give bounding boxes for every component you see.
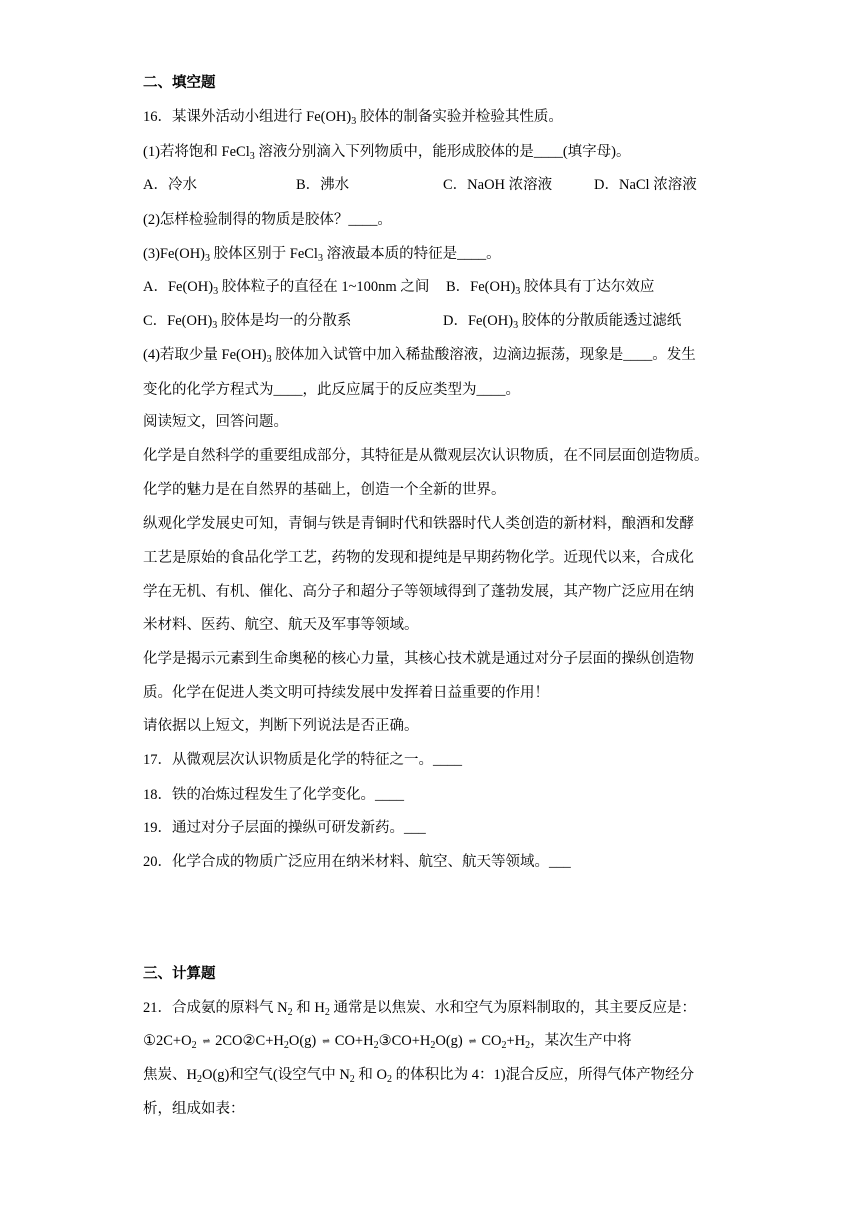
text: 溶液分别滴入下列物质中，能形成胶体的是____(填字母)。	[254, 144, 631, 160]
text: 胶体粒子的直径在 1~100nm 之间	[218, 279, 430, 295]
text: 21．合成氨的原料气 N	[143, 1000, 288, 1016]
text: ①2C+O	[143, 1033, 192, 1049]
question-16-part-2: (2)怎样检验制得的物质是胶体？____。	[143, 212, 392, 228]
text: 16．某课外活动小组进行 Fe(OH)	[143, 109, 352, 125]
option-a	[143, 277, 429, 297]
reaction-arrow-icon: ⇌	[202, 1036, 210, 1046]
text: 溶液最本质的特征是____。	[322, 246, 501, 262]
subscript: 2	[324, 1007, 330, 1018]
passage-para2-line3: 学在无机、有机、催化、高分子和超分子等领域得到了蓬勃发展，其产物广泛应用在纳	[143, 584, 694, 600]
subscript: 2	[373, 1040, 379, 1051]
text: O(g)	[435, 1033, 463, 1049]
text: 和 O	[354, 1067, 388, 1083]
text: 2CO②C+H	[215, 1033, 284, 1049]
subscript: 2	[191, 1040, 197, 1051]
text: 胶体的制备实验并检验其性质。	[356, 109, 563, 125]
option-d: D．NaCl 浓溶液	[594, 177, 697, 193]
text: C．Fe(OH)	[143, 313, 213, 329]
question-20: 20．化学合成的物质广泛应用在纳米材料、航空、航天等领域。___	[143, 854, 571, 870]
subscript: 2	[283, 1040, 289, 1051]
text: O(g)	[288, 1033, 317, 1049]
question-16-part-4-cont: 变化的化学方程式为____，此反应属于的反应类型为____。	[143, 382, 520, 398]
text: ，某次生产中将	[530, 1033, 632, 1049]
subscript: 3	[317, 253, 323, 264]
question-16-stem	[143, 107, 563, 127]
question-18: 18．铁的冶炼过程发生了化学变化。____	[143, 787, 404, 803]
text: +H	[506, 1033, 526, 1049]
question-21-line1	[143, 998, 696, 1018]
section-heading-fill-in: 二、填空题	[143, 75, 216, 91]
passage-para1-line1: 化学是自然科学的重要组成部分，其特征是从微观层次认识物质，在不同层面创造物质。	[143, 448, 709, 464]
text: 焦炭、H	[143, 1067, 197, 1083]
passage-para3-line1: 化学是揭示元素到生命奥秘的核心力量，其核心技术就是通过对分子层面的操纵创造物	[143, 651, 694, 667]
subscript: 2	[196, 1074, 202, 1085]
text: (1)若将饱和 FeCl	[143, 144, 250, 160]
subscript: 3	[213, 286, 219, 297]
text: CO+H	[334, 1033, 374, 1049]
reading-prompt: 请依据以上短文，判断下列说法是否正确。	[143, 718, 419, 734]
text: 胶体加入试管中加入稀盐酸溶液，边滴边振荡，现象是____。发生	[271, 347, 696, 363]
reaction-arrow-icon: ⇌	[322, 1036, 329, 1046]
text: O(g)和空气(设空气中 N	[201, 1067, 350, 1083]
option-d	[443, 311, 681, 331]
subscript: 2	[430, 1040, 436, 1051]
subscript: 3	[212, 320, 218, 331]
option-c	[143, 311, 351, 331]
passage-para3-line2: 质。化学在促进人类文明可持续发展中发挥着日益重要的作用！	[143, 685, 549, 701]
subscript: 3	[515, 286, 521, 297]
passage-para2-line4: 米材料、医药、航空、航天及军事等领域。	[143, 617, 419, 633]
text: 和 H	[292, 1000, 325, 1016]
option-b: B．沸水	[296, 177, 350, 193]
option-b	[446, 277, 654, 297]
subscript: 3	[249, 151, 255, 162]
reading-intro: 阅读短文，回答问题。	[143, 414, 288, 430]
subscript: 2	[349, 1074, 355, 1085]
text: 的体积比为 4：1)混合反应，所得气体产物经分	[392, 1067, 695, 1083]
question-17: 17．从微观层次认识物质是化学的特征之一。____	[143, 752, 462, 768]
passage-para2-line1: 纵观化学发展史可知，青铜与铁是青铜时代和铁器时代人类创造的新材料，酿酒和发酵	[143, 516, 694, 532]
question-16-part-3	[143, 244, 501, 264]
text: (4)若取少量 Fe(OH)	[143, 347, 267, 363]
subscript: 3	[351, 116, 357, 127]
question-21-line3	[143, 1065, 694, 1085]
question-16-part-4	[143, 345, 696, 365]
question-21-reactions	[143, 1031, 632, 1051]
subscript: 3	[205, 253, 211, 264]
section-heading-calculation: 三、计算题	[143, 966, 216, 982]
text: D．Fe(OH)	[443, 313, 514, 329]
subscript: 3	[513, 320, 519, 331]
passage-para1-line2: 化学的魅力是在自然界的基础上，创造一个全新的世界。	[143, 482, 506, 498]
question-19: 19．通过对分子层面的操纵可研发新药。___	[143, 820, 426, 836]
subscript: 2	[287, 1007, 293, 1018]
subscript: 2	[525, 1040, 531, 1051]
subscript: 2	[501, 1040, 507, 1051]
question-16-part-1	[143, 142, 631, 162]
subscript: 3	[266, 354, 272, 365]
text: CO	[481, 1033, 502, 1049]
question-21-line4: 析，组成如表：	[143, 1101, 245, 1117]
text: B．Fe(OH)	[446, 279, 516, 295]
reaction-arrow-icon: ⇌	[468, 1036, 476, 1046]
text: ③CO+H	[378, 1033, 431, 1049]
text: 通常是以焦炭、水和空气为原料制取的，其主要反应是：	[329, 1000, 696, 1016]
text: 胶体的分散质能透过滤纸	[518, 313, 682, 329]
text: 胶体是均一的分散系	[217, 313, 352, 329]
text: 胶体具有丁达尔效应	[520, 279, 655, 295]
passage-para2-line2: 工艺是原始的食品化学工艺，药物的发现和提纯是早期药物化学。近现代以来，合成化	[143, 550, 694, 566]
text: (3)Fe(OH)	[143, 246, 206, 262]
subscript: 2	[387, 1074, 393, 1085]
option-c: C．NaOH 浓溶液	[443, 177, 553, 193]
text: A．Fe(OH)	[143, 279, 214, 295]
text: 胶体区别于 FeCl	[210, 246, 318, 262]
option-a: A．冷水	[143, 177, 197, 193]
